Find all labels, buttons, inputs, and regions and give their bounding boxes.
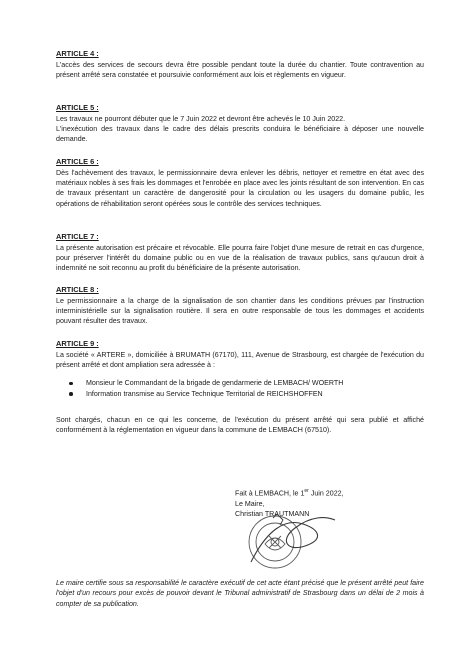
place-date-suffix: Juin 2022,: [308, 489, 344, 498]
list-item: Information transmise au Service Technique Territorial de REICHSHOFFEN: [86, 389, 424, 400]
article-4-text: L'accès des services de secours devra être possible pendant toute la durée du chantier. Toute contravention au présent arrêté sera constatée et poursuivie conformément aux lois et règlements en vigueur.: [56, 61, 424, 80]
place-date-superscript: er: [304, 488, 309, 494]
article-9: [56, 339, 424, 399]
article-7-heading: ARTICLE 7 :: [56, 232, 99, 241]
signatory-role: Le Maire,: [235, 499, 265, 508]
article-5-text: Les travaux ne pourront débuter que le 7 Juin 2022 et devront être achevés le 10 Juin 2022.: [56, 115, 346, 123]
article-5-heading: ARTICLE 5 :: [56, 103, 99, 112]
article-6: [56, 157, 424, 209]
article-4: [56, 49, 424, 80]
seal-icon: [249, 516, 301, 568]
signature-scribble: [251, 518, 335, 562]
signatory-name: Christian TRAUTMANN: [235, 510, 310, 519]
article-7-text: La présente autorisation est précaire et révocable. Elle pourra faire l'objet d'une mesure de retrait en cas d'urgence, pour préserver l'intérêt du domaine public ou en vue de la réalisation de travaux publics, sans qu'aucun droit à indemnité ne soit reconnu au profit du bénéficiaire de la présente autorisation.: [56, 244, 424, 273]
article-5-text-2: L'inexécution des travaux dans le cadre des délais prescrits conduira le bénéficiaire à déposer une nouvelle demande.: [56, 125, 424, 144]
mayor-seal-stamp: [245, 510, 340, 570]
article-6-heading: ARTICLE 6 :: [56, 157, 99, 166]
article-4-heading: ARTICLE 4 :: [56, 49, 99, 58]
place-date: [235, 486, 435, 499]
article-7: [56, 232, 424, 274]
closing-paragraph: Sont chargés, chacun en ce qui les concerne, de l'exécution du présent arrêté qui sera publié et affiché conformément à la réglementation en vigueur dans la commune de LEMBACH (67510).: [56, 416, 424, 435]
legal-footnote: Le maire certifie sous sa responsabilité le caractère exécutif de cet acte étant précisé que le présent arrêté peut faire l'objet d'un recours pour excès de pouvoir devant le Tribunal administratif de Strasbourg dans un délai de 2 mois à compter de sa publication.: [56, 579, 424, 608]
article-8: [56, 285, 424, 327]
article-5: [56, 103, 424, 145]
place-date-prefix: Fait à LEMBACH, le 1: [235, 489, 305, 498]
article-9-text: La société « ARTERE », domiciliée à BRUMATH (67170), 111, Avenue de Strasbourg, est chargée de l'exécution du présent arrêté et dont ampliation sera adressée à :: [56, 351, 424, 370]
article-9-heading: ARTICLE 9 :: [56, 339, 99, 348]
article-8-text: Le permissionnaire a la charge de la signalisation de son chantier dans les conditions prévues par l'instruction interministérielle sur la signalisation routière. Il sera en outre responsable de tous les dommages et accidents pouvant résulter des travaux.: [56, 297, 424, 326]
article-8-heading: ARTICLE 8 :: [56, 285, 99, 294]
article-6-text: Dès l'achèvement des travaux, le permissionnaire devra enlever les débris, nettoyer et remettre en état avec des matériaux nobles à ses frais les dommages et l'enrobée en place avec les joints résultant de son intervention. En cas de travaux présentant un caractère de dangerosité pour la circulation ou les usagers du domaine public, les opérations de réhabilitation seront opérées sous le contrôle des services techniques.: [56, 169, 424, 208]
recipient-list: [56, 378, 424, 399]
list-item: Monsieur le Commandant de la brigade de gendarmerie de LEMBACH/ WOERTH: [86, 378, 424, 389]
